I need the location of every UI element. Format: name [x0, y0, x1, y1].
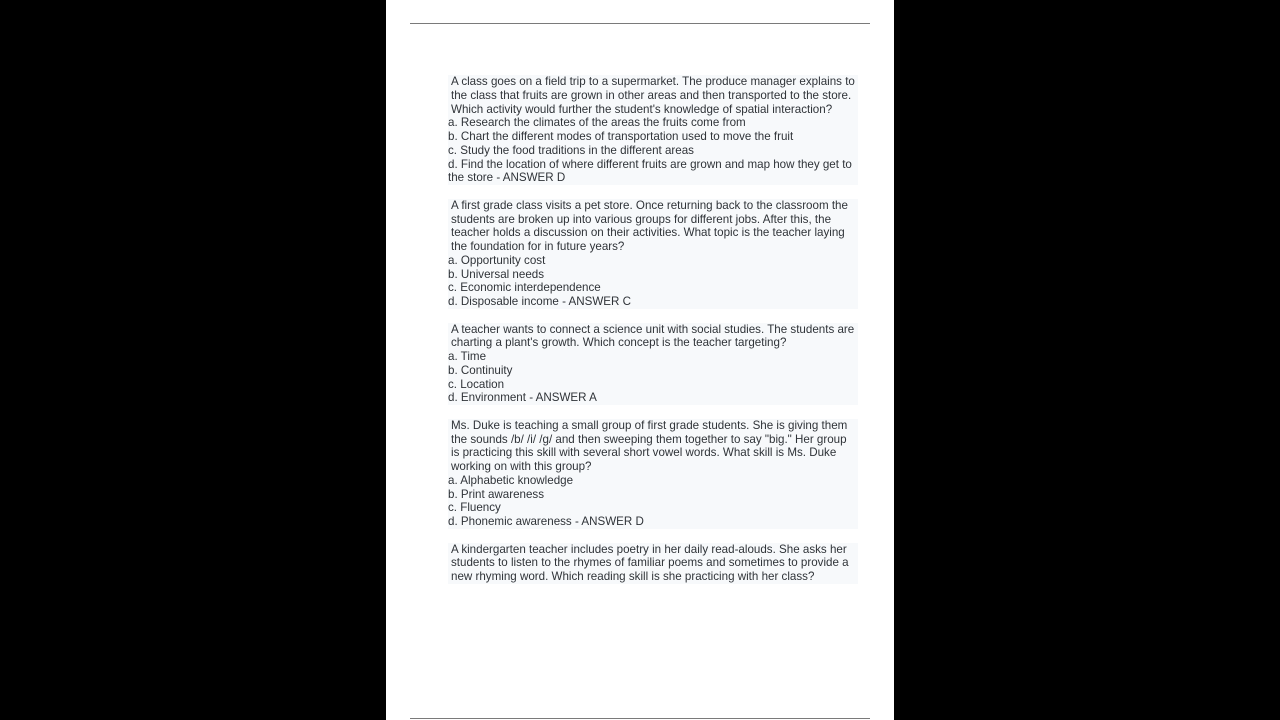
answer-option: d. Disposable income - ANSWER C [448, 295, 858, 309]
question-block [448, 419, 858, 529]
answer-option: c. Location [448, 378, 858, 392]
footer-rule [410, 718, 870, 719]
document-content [448, 75, 858, 598]
question-block [448, 199, 858, 309]
question-text: Ms. Duke is teaching a small group of first grade students. She is giving them the sounds /b/ /i/ /g/ and then sweeping them together to say "big." Her group is practicing this skill with several short vowel words. What skill is Ms. Duke working on with this group? [448, 419, 858, 474]
answer-option: a. Time [448, 350, 858, 364]
answer-option: c. Economic interdependence [448, 281, 858, 295]
answer-option: d. Environment - ANSWER A [448, 391, 858, 405]
answer-option: a. Research the climates of the areas the fruits come from [448, 116, 858, 130]
question-text: A kindergarten teacher includes poetry in her daily read-alouds. She asks her students to listen to the rhymes of familiar poems and sometimes to provide a new rhyming word. Which reading skill is she practicing with her class? [448, 543, 858, 584]
answer-option: b. Chart the different modes of transportation used to move the fruit [448, 130, 858, 144]
answer-option: d. Phonemic awareness - ANSWER D [448, 515, 858, 529]
question-text: A teacher wants to connect a science unit with social studies. The students are charting a plant's growth. Which concept is the teacher targeting? [448, 323, 858, 351]
answer-option: b. Continuity [448, 364, 858, 378]
answer-option: b. Print awareness [448, 488, 858, 502]
question-block [448, 543, 858, 584]
answer-option: a. Opportunity cost [448, 254, 858, 268]
question-block [448, 323, 858, 406]
answer-option: b. Universal needs [448, 268, 858, 282]
question-text: A first grade class visits a pet store. Once returning back to the classroom the students are broken up into various groups for different jobs. After this, the teacher holds a discussion on their activities. What topic is the teacher laying the foundation for in future years? [448, 199, 858, 254]
document-page [386, 0, 894, 720]
answer-option: d. Find the location of where different fruits are grown and map how they get to the store - ANSWER D [448, 158, 858, 186]
question-block [448, 75, 858, 185]
question-text: A class goes on a field trip to a supermarket. The produce manager explains to the class that fruits are grown in other areas and then transported to the store. Which activity would further the student's knowledge of spatial interaction? [448, 75, 858, 116]
answer-option: c. Fluency [448, 501, 858, 515]
header-rule [410, 23, 870, 24]
answer-option: c. Study the food traditions in the different areas [448, 144, 858, 158]
answer-option: a. Alphabetic knowledge [448, 474, 858, 488]
